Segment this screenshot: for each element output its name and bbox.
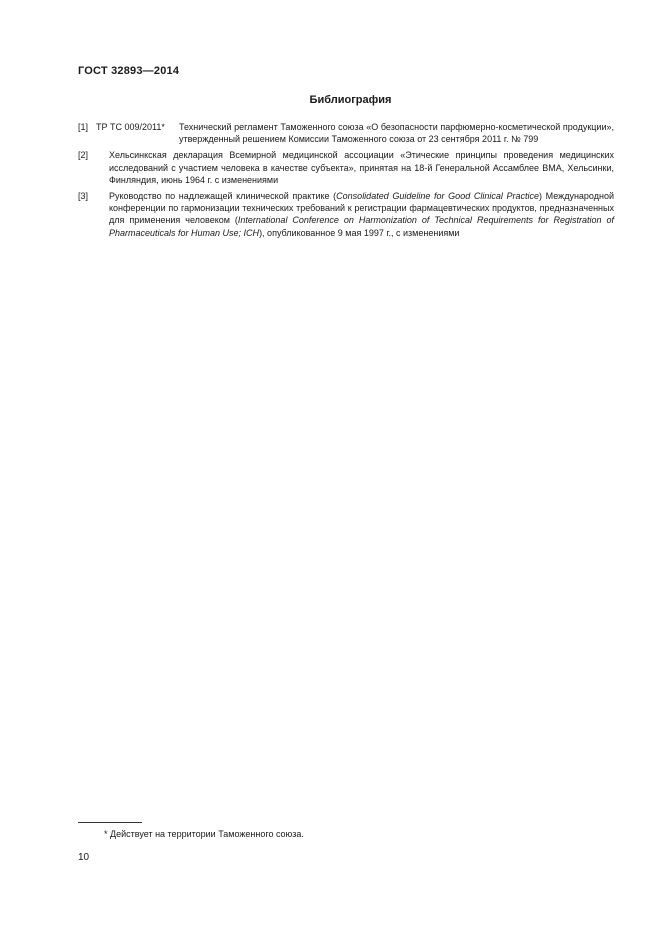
entry-text-part: ) Международной конференции по гармонизации технических требований к регистрации фармацевтических продуктов, предназначенных для применения человеком (	[109, 191, 614, 226]
entry-document-id: ТР ТС 009/2011*	[96, 122, 165, 132]
entry-text-part: ), опубликованное 9 мая 1997 г., с изменениями	[259, 227, 460, 238]
entry-number: [3]	[78, 191, 89, 202]
entry-number: [2]	[78, 150, 89, 161]
bibliography-entry-2	[78, 149, 614, 186]
footnote-divider	[78, 822, 142, 823]
entry-italic-title: Consolidated Guideline for Good Clinical Practice	[336, 191, 540, 202]
entry-italic-title: International Conference on Harmonization of Technical Requirements for Registration of Pharmaceuticals for Human Use; ICH	[109, 215, 614, 238]
bibliography-list	[78, 121, 614, 243]
bibliography-entry-3	[78, 190, 614, 239]
footnote-text: * Действует на территории Таможенного союза.	[104, 829, 304, 839]
entry-text-part: Руководство по надлежащей клинической практике (	[109, 191, 337, 202]
bibliography-entry-1	[78, 121, 614, 145]
entry-text: Хельсинкская декларация Всемирной медицинской ассоциации «Этические принципы проведения медицинских исследований с участием человека в качестве субъекта», принятая на 18-й Генеральной Ассамблее ВМА, Хельсинки, Финляндия, июнь 1964 г. с изменениями	[109, 150, 614, 185]
section-title: Библиография	[309, 94, 392, 106]
entry-text: Технический регламент Таможенного союза «О безопасности парфюмерно-косметической продукции», утвержденный решением Комиссии Таможенного союза от 23 сентября 2011 г. № 799	[179, 122, 614, 145]
entry-text	[109, 190, 614, 239]
document-header-title: ГОСТ 32893—2014	[78, 65, 180, 77]
entry-number: [1]	[78, 122, 89, 132]
page-number: 10	[78, 852, 90, 863]
